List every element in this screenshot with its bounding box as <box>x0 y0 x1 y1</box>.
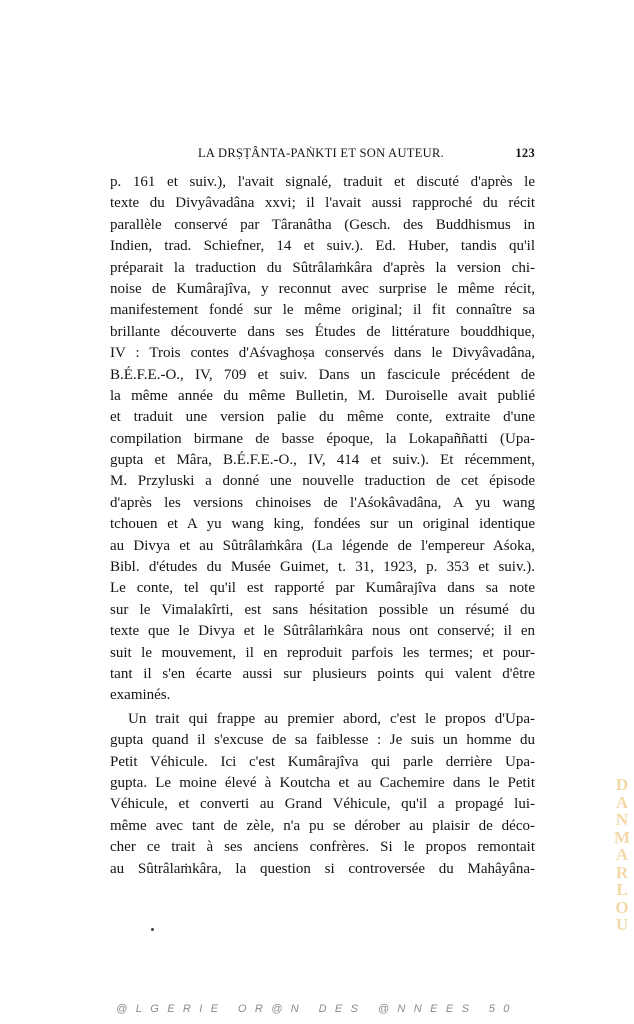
text-line: Véhicule, et converti au Grand Véhicule, qu'il a propagé lui- <box>110 796 535 813</box>
text-line: manifestement fondé sur le même original; il fit connaître sa <box>110 302 535 319</box>
text-line: sur le Vimalakîrti, est sans hésitation possible un résumé du <box>110 601 535 618</box>
text-line: la même année du même Bulletin, M. Duroiselle avait publié <box>110 387 535 404</box>
text-line: gupta et Mâra, B.É.F.E.-O., IV, 414 et suiv.). Et récemment, <box>110 452 535 469</box>
text-line: IV : Trois contes d'Aśvaghoṣa conservés dans le Divyâvadâna, <box>110 345 535 362</box>
text-line: gupta. Le moine élevé à Koutcha et au Cachemire dans le Petit <box>110 774 535 791</box>
speck-mark <box>151 928 154 931</box>
text-line: cher ce trait à ses anciens confrères. Si le propos remontait <box>110 839 535 856</box>
text-line: M. Przyluski a donné une nouvelle traduction de cet épisode <box>110 473 535 490</box>
watermark: DANMARLOU <box>614 775 631 934</box>
text-line: au Divya et au Sûtrâlaṁkâra (La légende de l'empereur Aśoka, <box>110 537 535 554</box>
text-line: suit le mouvement, il en reproduit parfois les termes; et pour- <box>110 644 535 661</box>
text-line: d'après les versions chinoises de l'Aśokâvadâna, A yu wang <box>110 494 535 511</box>
text-line: texte que le Divya et le Sûtrâlaṁkâra nous ont conservé; il en <box>110 623 535 640</box>
body-text <box>110 172 535 880</box>
text-line: Indien, trad. Schiefner, 14 et suiv.). Ed. Huber, tandis qu'il <box>110 238 535 255</box>
text-line: Le conte, tel qu'il est rapporté par Kumârajîva dans sa note <box>110 580 535 597</box>
text-line: parallèle conservé par Târanâtha (Gesch. des Buddhismus in <box>110 216 535 233</box>
text-line: préparait la traduction du Sûtrâlaṁkâra d'après la version chi- <box>110 259 535 276</box>
text-line: tant il s'en écarte aussi sur plusieurs points qui valent d'être <box>110 665 535 682</box>
running-title: LA DRṢṬÂNTA-PAṄKTI ET SON AUTEUR. <box>198 146 445 160</box>
text-line: au Sûtrâlaṁkâra, la question si controversée du Mahâyâna- <box>110 860 535 877</box>
page-number: 123 <box>515 146 535 160</box>
text-line: texte du Divyâvadâna xxvi; il l'avait aussi rapproché du récit <box>110 195 535 212</box>
text-line: Bibl. d'études du Musée Guimet, t. 31, 1923, p. 353 et suiv.). <box>110 559 535 576</box>
text-line: noise de Kumârajîva, y reconnut avec surprise le même récit, <box>110 280 535 297</box>
running-header <box>110 146 535 162</box>
text-line: tchouen et A yu wang king, fondées sur un original identique <box>110 516 535 533</box>
text-line: et traduit une version palie du même conte, extraite d'une <box>110 409 535 426</box>
footer-watermark: @LGERIE OR@N DES @NNEES 50 <box>116 1003 518 1015</box>
text-line: Un trait qui frappe au premier abord, c'est le propos d'Upa- <box>128 710 535 727</box>
text-line: B.É.F.E.-O., IV, 709 et suiv. Dans un fascicule précédent de <box>110 366 535 383</box>
text-line: examinés. <box>110 687 171 704</box>
text-line: gupta quand il s'excuse de sa faiblesse : Je suis un homme du <box>110 732 535 749</box>
text-line: Petit Véhicule. Ici c'est Kumârajîva qui parle derrière Upa- <box>110 753 535 770</box>
text-line: compilation birmane de basse époque, la Lokapaññatti (Upa- <box>110 430 535 447</box>
text-line: brillante découverte dans ses Études de littérature bouddhique, <box>110 323 535 340</box>
text-line: p. 161 et suiv.), l'avait signalé, traduit et discuté d'après le <box>110 174 535 190</box>
text-line: même avec tant de zèle, n'a pu se dérober au plaisir de déco- <box>110 817 535 834</box>
